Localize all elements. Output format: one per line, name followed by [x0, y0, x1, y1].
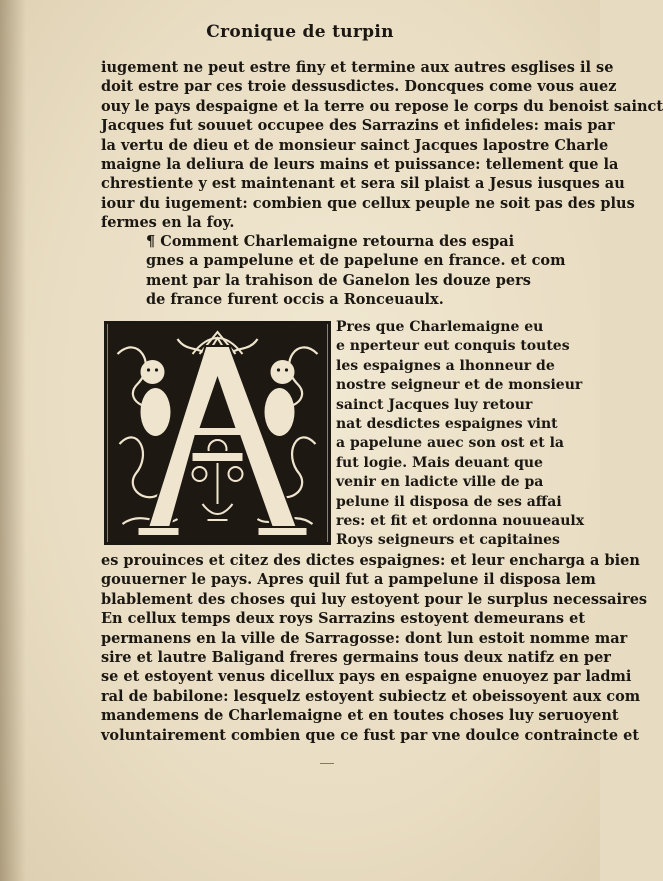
- text-line: pelune il disposa de ses affai: [336, 493, 562, 510]
- text-line: es prouinces et citez des dictes espaignes: et leur encharga a bien: [101, 552, 640, 569]
- text-line: gouuerner le pays. Apres quil fut a pampelune il disposa lem: [101, 571, 596, 589]
- heading-line: de france furent occis a Ronceuaulx.: [146, 291, 444, 309]
- text-line: a papelune auec son ost et la: [336, 435, 564, 452]
- heading-text: Comment Charlemaigne retourna des espai: [160, 233, 515, 250]
- heading-line: [146, 232, 526, 251]
- decorated-initial: [104, 321, 331, 545]
- text-line: sainct Jacques luy retour: [336, 396, 533, 413]
- chapter-heading: [146, 232, 566, 310]
- text-line: blablement des choses qui luy estoyent pour le surplus necessaires: [101, 590, 648, 608]
- running-head: Cronique de turpin: [206, 22, 394, 42]
- heading-line: gnes a pampelune et de papelune en france. et com: [146, 252, 566, 270]
- text-line: nat desdictes espaignes vint: [336, 415, 558, 432]
- text-line: res: et fit et ordonna nouueaulx: [336, 512, 585, 529]
- text-line: En cellux temps deux roys Sarrazins estoyent demeurans et: [101, 610, 586, 628]
- text-line: se et estoyent venus dicellux pays en espaigne enuoyez par ladmi: [101, 668, 632, 686]
- text-line: venir en ladicte ville de pa: [336, 474, 544, 491]
- text-line: iugement ne peut estre finy et termine aux autres esglises il se: [101, 59, 614, 76]
- footer-rule: [320, 763, 334, 768]
- text-line: Jacques fut souuet occupee des Sarrazins et infideles: mais par: [101, 117, 615, 135]
- text-line: iour du iugement: combien que cellux peuple ne soit pas des plus: [101, 194, 635, 212]
- heading-line: ment par la trahison de Ganelon les douze pers: [146, 271, 531, 289]
- text-line: ral de babilone: lesquelz estoyent subiectz et obeissoyent aux com: [101, 687, 641, 705]
- text-line: fut logie. Mais deuant que: [336, 454, 543, 471]
- text-line: Roys seigneurs et capitaines: [336, 532, 560, 549]
- text-line: fermes en la foy.: [101, 214, 235, 232]
- gutter-shadow: [0, 0, 26, 881]
- text-line: mandemens de Charlemaigne et en toutes choses luy seruoyent: [101, 707, 619, 725]
- text-line: chrestiente y est maintenant et sera sil plaist a Jesus iusques au: [101, 175, 625, 193]
- woodcut-initial-icon: [107, 324, 328, 542]
- text-line: e nperteur eut conquis toutes: [336, 338, 570, 355]
- text-line: la vertu de dieu et de monsieur sainct Jacques lapostre Charle: [101, 136, 609, 154]
- top-paragraph: [101, 58, 663, 233]
- text-line: voluntairement combien que ce fust par vne doulce contraincte et: [101, 726, 640, 744]
- text-line: doit estre par ces troie dessusdictes. Doncques come vous auez: [101, 78, 617, 96]
- text-line: Pres que Charlemaigne eu: [336, 319, 544, 335]
- pilcrow-icon: ¶: [146, 233, 156, 250]
- right-column-text: [336, 318, 585, 551]
- bottom-paragraph: [101, 551, 648, 745]
- text-line: les espaignes a lhonneur de: [336, 357, 555, 374]
- text-line: ouy le pays despaigne et la terre ou repose le corps du benoist sainct: [101, 97, 663, 115]
- text-line: nostre seigneur et de monsieur: [336, 377, 583, 394]
- text-line: permanens en la ville de Sarragosse: dont lun estoit nomme mar: [101, 629, 628, 647]
- text-line: sire et lautre Baligand freres germains tous deux natifz en per: [101, 648, 611, 666]
- text-line: maigne la deliura de leurs mains et puissance: tellement que la: [101, 155, 619, 173]
